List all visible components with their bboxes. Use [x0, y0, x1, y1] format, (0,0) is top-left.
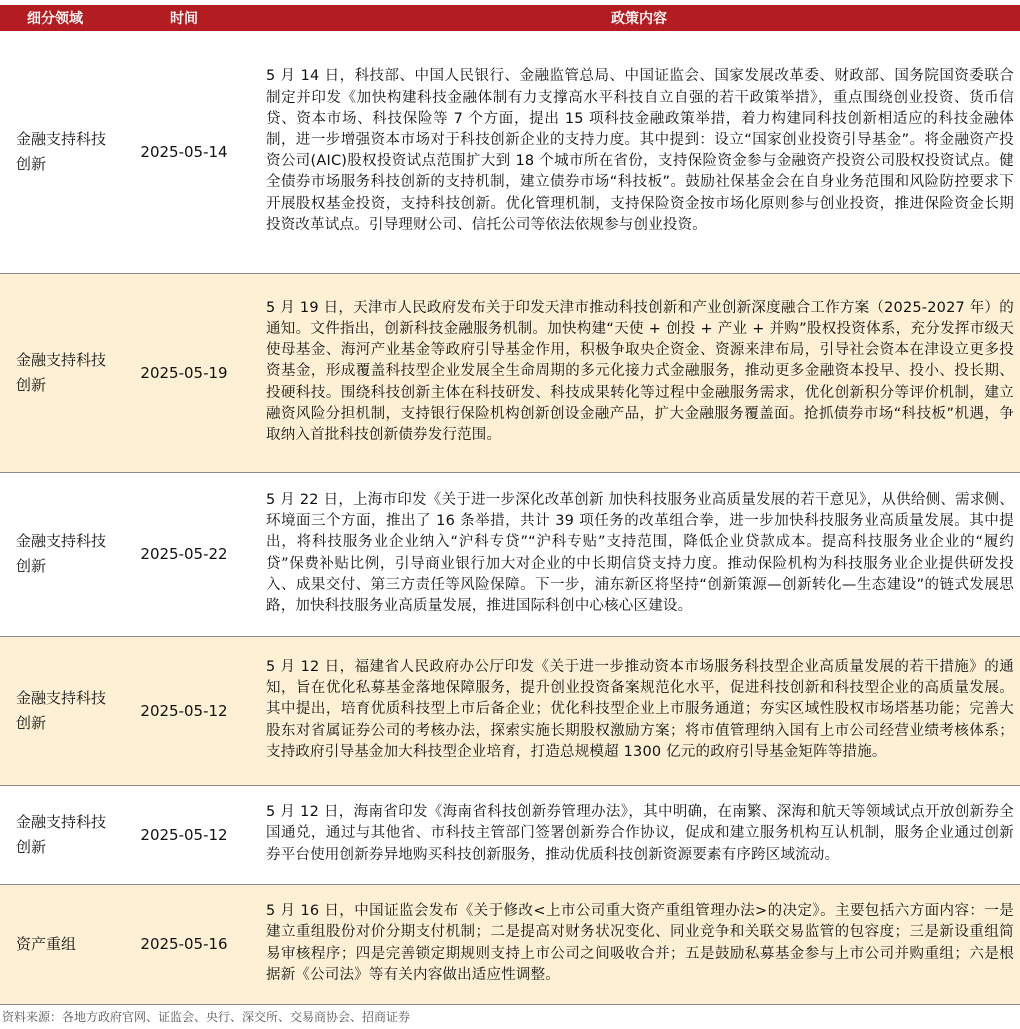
source-note: 资料来源：各地方政府官网、证监会、央行、深交所、交易商协会、招商证券: [2, 1010, 411, 1024]
row-date: 2025-05-16: [110, 884, 258, 1004]
row-content: 5 月 22 日，上海市印发《关于进一步深化改革创新 加快科技服务业高质量发展的若干意见》，从供给侧、需求侧、环境面三个方面，推出了 16 条举措，共计 39 项任务的改革组合拳，进一步加快科技服务业高质量发展。其中提出，将科技服务业企业纳入“沪科专贷”“沪科专贴”支持范围，降低企业贷款成本。提高科技服务业企业的“履约贷”保费补贴比例，引导商业银行加大对企业的中长期信贷支持力度。推动保险机构为科技服务业企业提供研发投入、成果交付、第三方责任等风险保障。下一步，浦东新区将坚持“创新策源—创新转化—生态建设”的链式发展思路，加快科技服务业高质量发展，推进国际科创中心核心区建设。: [258, 472, 1020, 636]
row-field: 金融支持科技创新: [0, 31, 110, 273]
table-row: [0, 273, 1020, 472]
row-field: 金融支持科技创新: [0, 273, 110, 472]
table-row: [0, 884, 1020, 1004]
table-row: [0, 785, 1020, 884]
row-date: 2025-05-12: [110, 636, 258, 785]
row-date: 2025-05-19: [110, 273, 258, 472]
row-field: 金融支持科技创新: [0, 785, 110, 884]
table-row: [0, 472, 1020, 636]
row-date: 2025-05-22: [110, 472, 258, 636]
row-field: 金融支持科技创新: [0, 636, 110, 785]
header-field: 细分领域: [0, 5, 110, 31]
row-field: 资产重组: [0, 884, 110, 1004]
header-date: 时间: [110, 5, 258, 31]
row-field: 金融支持科技创新: [0, 472, 110, 636]
row-content: 5 月 12 日，海南省印发《海南省科技创新券管理办法》，其中明确，在南繁、深海和航天等领域试点开放创新券全国通兑，通过与其他省、市科技主管部门签署创新券合作协议，促成和建立服务机构互认机制，服务企业通过创新券平台使用创新券异地购买科技创新服务，推动优质科技创新资源要素有序跨区域流动。: [258, 785, 1020, 884]
table-row: [0, 31, 1020, 273]
row-content: 5 月 16 日，中国证监会发布《关于修改<上市公司重大资产重组管理办法>的决定》。主要包括六方面内容：一是建立重组股份对价分期支付机制；二是提高对财务状况变化、同业竞争和关联交易监管的包容度；三是新设重组简易审核程序；四是完善锁定期规则支持上市公司之间吸收合并；五是鼓励私募基金参与上市公司并购重组；六是根据新《公司法》等有关内容做出适应性调整。: [258, 884, 1020, 1004]
header-content: 政策内容: [258, 5, 1020, 31]
row-content: 5 月 14 日，科技部、中国人民银行、金融监管总局、中国证监会、国家发展改革委、财政部、国务院国资委联合制定并印发《加快构建科技金融体制有力支撑高水平科技自立自强的若干政策举措》，重点围绕创业投资、货币信贷、资本市场、科技保险等 7 个方面，提出 15 项科技金融政策举措，着力构建同科技创新相适应的科技金融体制，进一步增强资本市场对于科技创新企业的支持力度。其中提到：设立“国家创业投资引导基金”。将金融资产投资公司(AIC)股权投资试点范围扩大到 18 个城市所在省份，支持保险资金参与金融资产投资公司股权投资试点。健全债券市场服务科技创新的支持机制，建立债券市场“科技板”。鼓励社保基金会在自身业务范围和风险防控要求下开展股权基金投资，支持科技创新。优化管理机制，支持保险资金按市场化原则参与创业投资，推进保险资金长期投资改革试点。引导理财公司、信托公司等依法依规参与创业投资。: [258, 31, 1020, 273]
row-content: 5 月 12 日，福建省人民政府办公厅印发《关于进一步推动资本市场服务科技型企业高质量发展的若干措施》的通知，旨在优化私募基金落地保障服务，提升创业投资备案规范化水平，促进科技创新和科技型企业的高质量发展。其中提出，培育优质科技型上市后备企业；优化科技型企业上市服务通道；夯实区域性股权市场塔基功能；完善大股东对省属证券公司的考核办法，探索实施长期股权激励方案；将市值管理纳入国有上市公司经营业绩考核体系；支持政府引导基金加大科技型企业培育，打造总规模超 1300 亿元的政府引导基金矩阵等措施。: [258, 636, 1020, 785]
row-content: 5 月 19 日，天津市人民政府发布关于印发天津市推动科技创新和产业创新深度融合工作方案（2025-2027 年）的通知。文件指出，创新科技金融服务机制。加快构建“天使 + 创投 + 产业 + 并购”股权投资体系，充分发挥市级天使母基金、海河产业基金等政府引导基金作用，积极争取央企资金、资源来津布局，引导社会资本在津设立更多投资基金，形成覆盖科技型企业发展全生命周期的多元化接力式金融服务，推动更多金融资本投早、投小、投长期、投硬科技。围绕科技创新主体在科技研发、科技成果转化等过程中金融服务需求，优化创新积分等评价机制，建立融资风险分担机制，支持银行保险机构创新创设金融产品，扩大金融服务覆盖面。抢抓债券市场“科技板”机遇，争取纳入首批科技创新债券发行范围。: [258, 273, 1020, 472]
row-date: 2025-05-12: [110, 785, 258, 884]
table-header-row: [0, 5, 1020, 31]
policy-table: [0, 5, 1020, 1005]
row-date: 2025-05-14: [110, 31, 258, 273]
table-row: [0, 636, 1020, 785]
